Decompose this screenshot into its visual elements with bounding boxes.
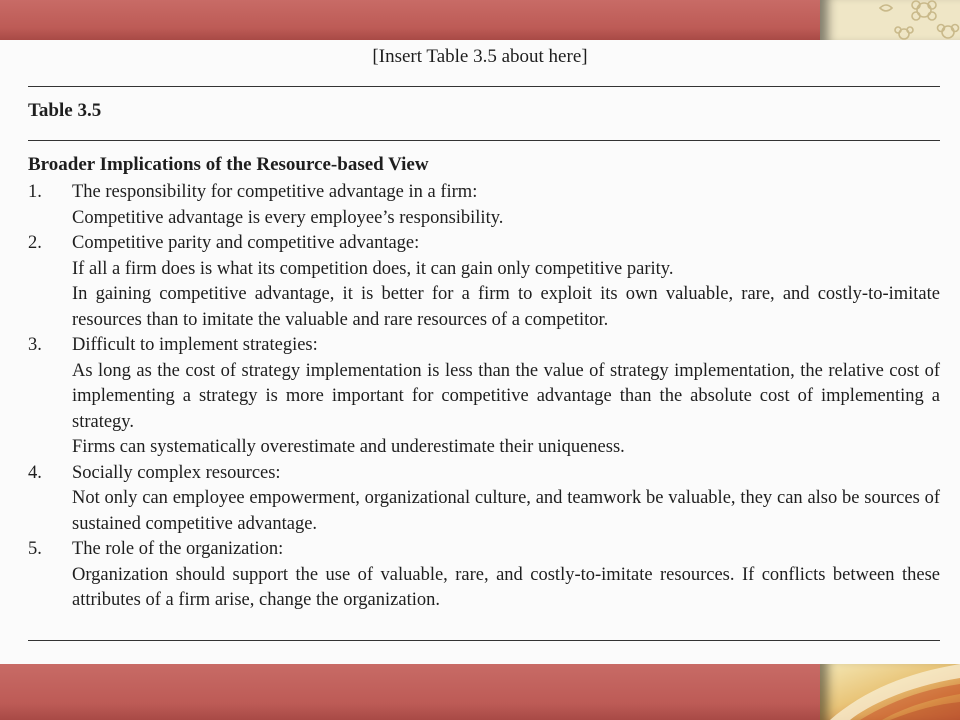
- item-title: Difficult to implement strategies:: [72, 335, 318, 355]
- bottom-corner-ornament: [820, 664, 960, 720]
- item-title: The responsibility for competitive advantage in a firm:: [72, 182, 478, 202]
- item-number: 4.: [28, 462, 42, 483]
- item-text: Not only can employee empowerment, organizational culture, and teamwork be valuable, they can also be sources of sustained competitive advantage.: [72, 488, 940, 534]
- list-item: [28, 231, 940, 333]
- item-title: The role of the organization:: [72, 539, 284, 559]
- item-text: If all a firm does is what its competition does, it can gain only competitive parity.: [72, 258, 674, 279]
- item-text: Competitive advantage is every employee’s responsibility.: [72, 207, 504, 228]
- item-number: 5.: [28, 539, 42, 559]
- wave-swoosh-icon: [820, 664, 960, 720]
- item-number: 1.: [28, 182, 42, 202]
- floral-pattern-icon: [820, 0, 960, 40]
- top-rule: [28, 86, 940, 87]
- list-item: [28, 461, 940, 538]
- top-decorative-band: [0, 0, 820, 40]
- item-text: In gaining competitive advantage, it is better for a firm to exploit its own valuable, rare, and costly-to-imitate resources than to imitate the valuable and rare resources of a competitor.: [72, 284, 940, 330]
- scanned-table-page: [0, 40, 960, 664]
- item-number: 2.: [28, 233, 42, 253]
- bottom-rule: [28, 640, 940, 641]
- list-item: [28, 180, 940, 231]
- implications-list: [28, 180, 940, 614]
- list-item: [28, 537, 940, 614]
- list-item: [28, 333, 940, 461]
- item-text: Organization should support the use of valuable, rare, and costly-to-imitate resources. If conflicts between these attributes of a firm arise, change the organization.: [72, 564, 940, 610]
- top-corner-ornament: [820, 0, 960, 40]
- item-text: As long as the cost of strategy implementation is less than the value of strategy implementation, the relative cost of implementing a strategy is more important for competitive advantage than the absolute cost of implementing a strategy.: [72, 360, 940, 432]
- bottom-decorative-band: [0, 664, 820, 720]
- item-number: 3.: [28, 335, 42, 355]
- table-label: Table 3.5: [28, 100, 102, 121]
- item-title: Competitive parity and competitive advantage:: [72, 233, 420, 253]
- insert-table-note: [Insert Table 3.5 about here]: [372, 46, 588, 67]
- item-text: Firms can systematically overestimate and underestimate their uniqueness.: [72, 437, 625, 457]
- table-heading: Broader Implications of the Resource-based View: [28, 154, 429, 175]
- table-header-rule: [28, 140, 940, 141]
- item-title: Socially complex resources:: [72, 462, 281, 483]
